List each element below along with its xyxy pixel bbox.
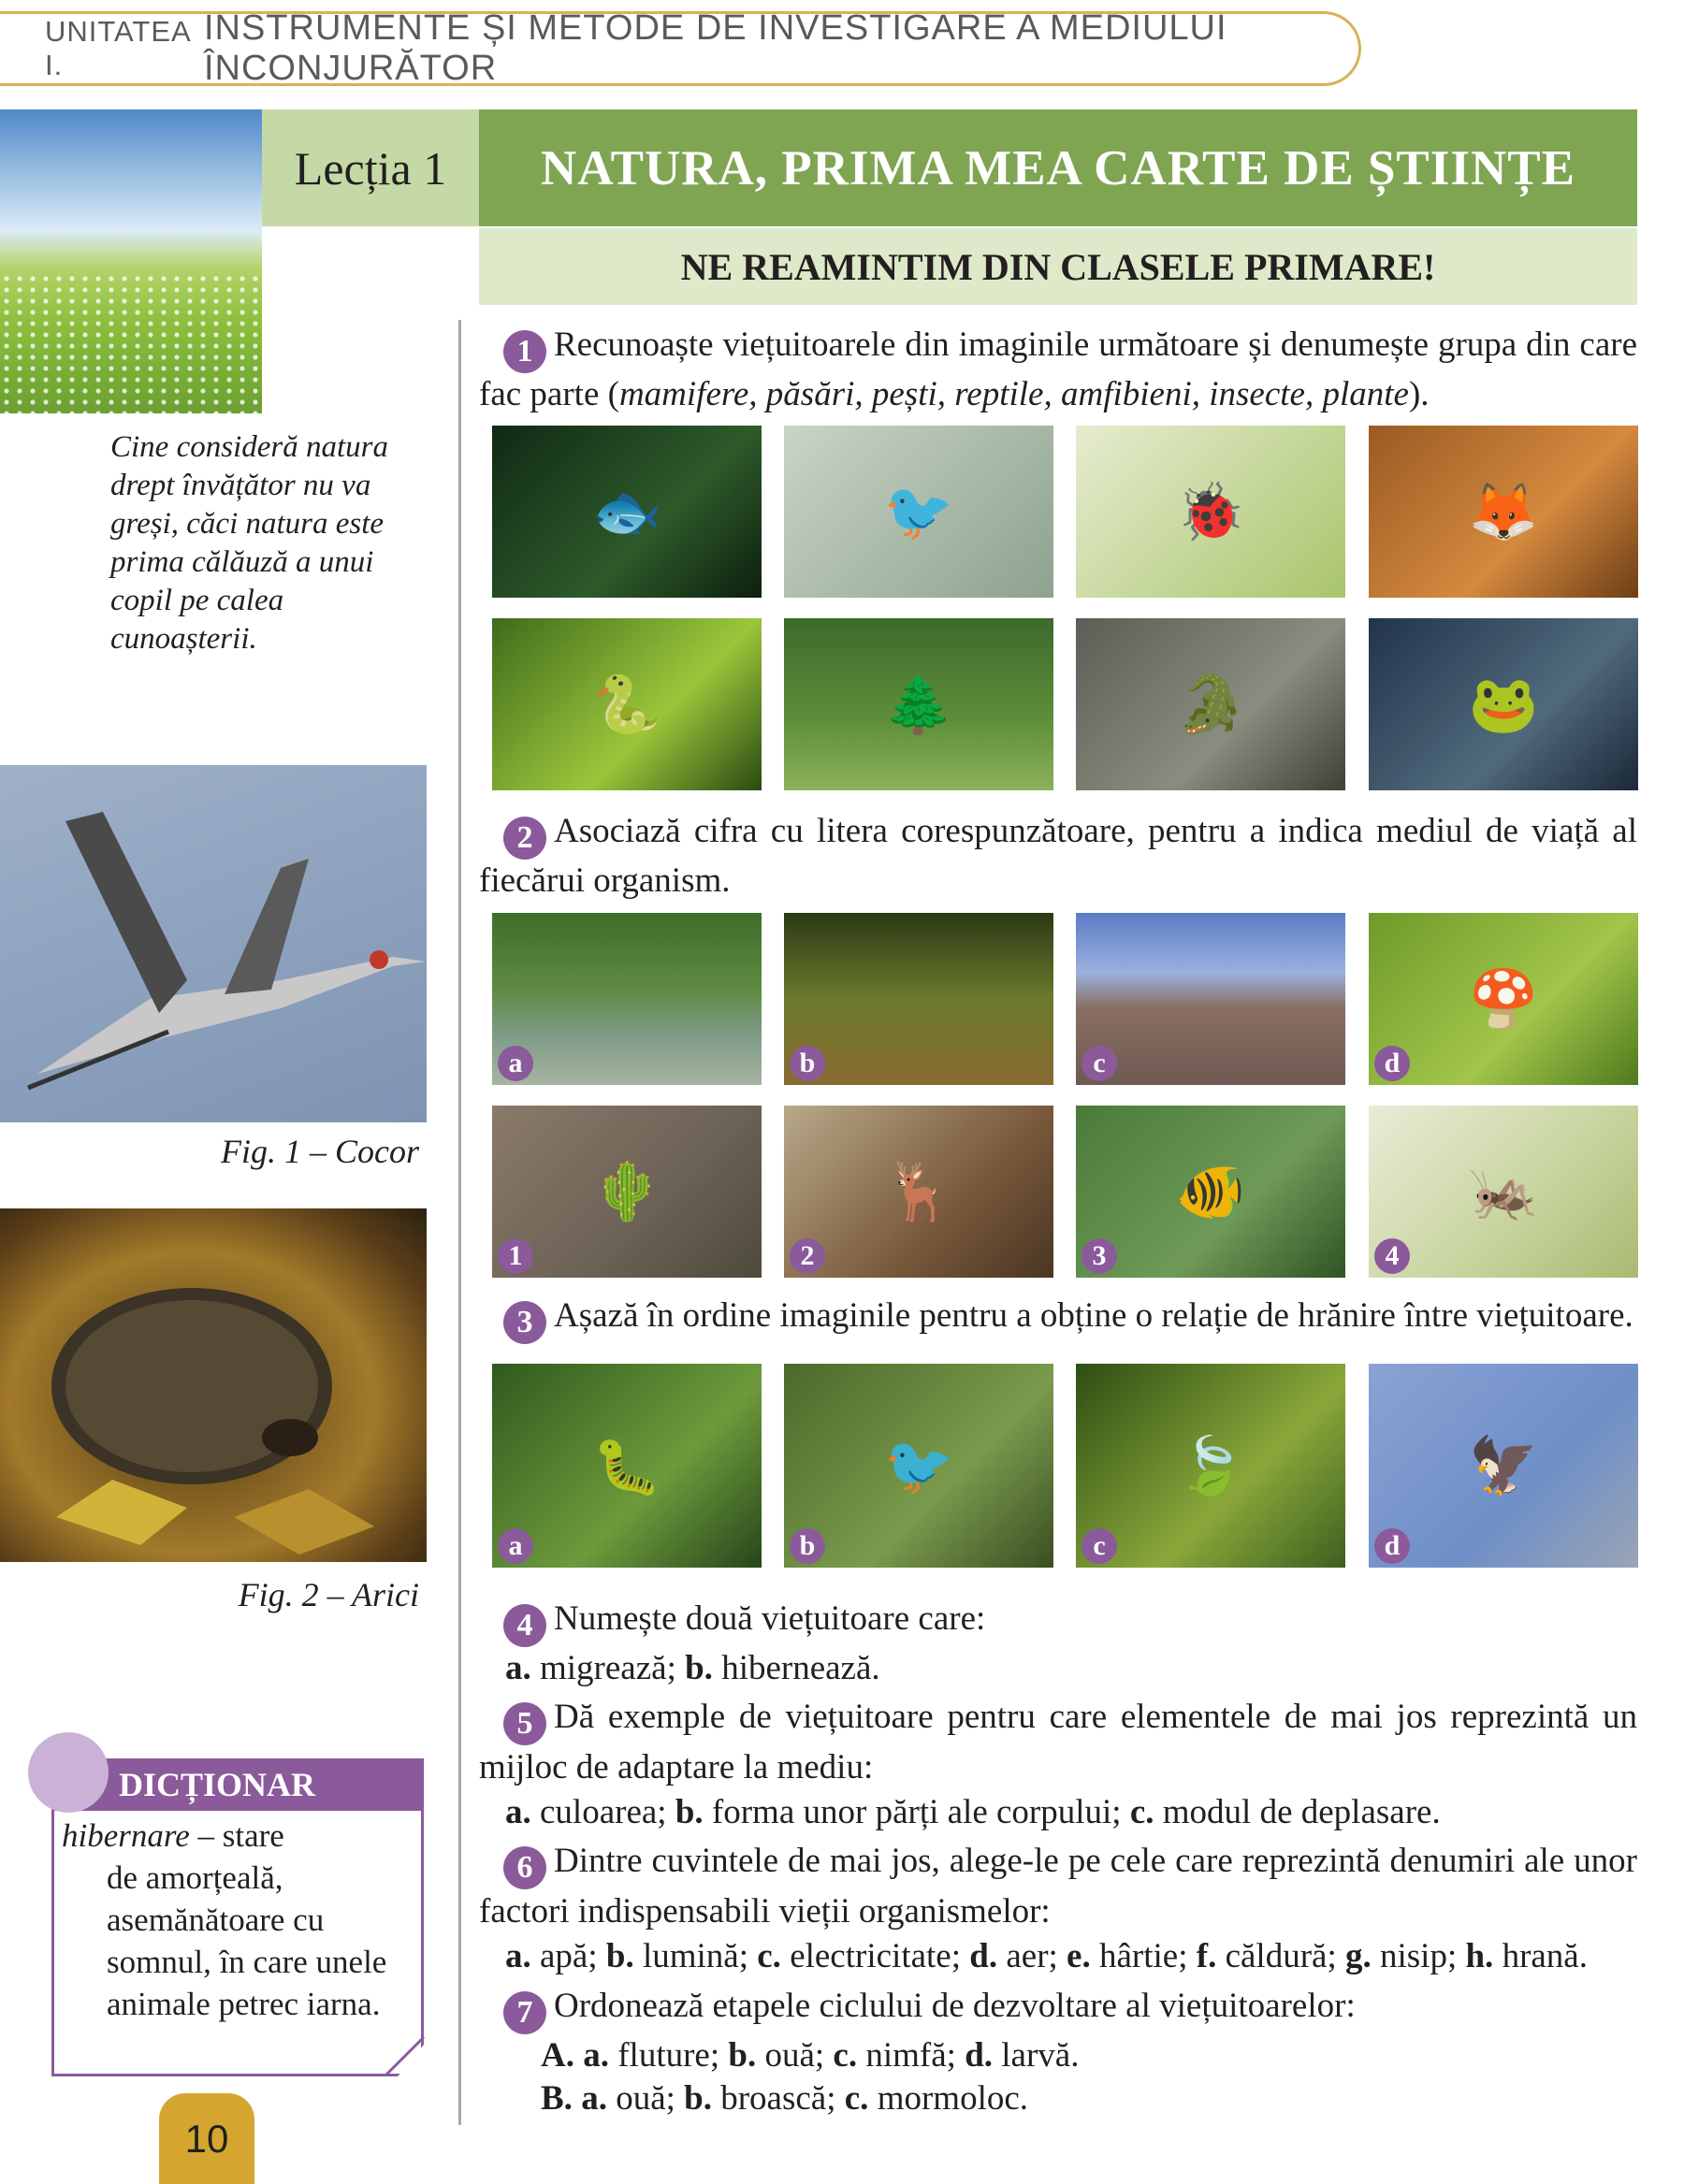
exercise-1-groups: mamifere, păsări, pești, reptile, amfibieni, insecte, plante [618,375,1409,413]
exercise-5-text: Dă exemple de viețuitoare pentru care elementele de mai jos reprezintă un mijloc de adaptare la mediu: [479,1698,1637,1786]
photo-label-c: c [1082,1046,1117,1081]
ex7-row-label: B. [541,2079,573,2118]
exercise-6-number: 6 [503,1846,546,1889]
ex6-label: d. [969,1937,998,1975]
dictionary-corner [384,2035,427,2078]
ex7-label: b. [728,2036,757,2075]
ex5-label-b: b. [675,1793,704,1831]
ex7-label: a. [583,2036,609,2075]
exercise-1-end: ). [1408,375,1430,413]
exercise-7-row-b [479,2077,1637,2120]
dictionary-circle [28,1732,109,1813]
fir-tree-photo: 🌲 [784,618,1053,790]
exercise-2-text: Asociază cifra cu litera corespunzătoare, pentru a indica mediul de viață al fiecărui organism. [479,812,1637,900]
exercise-7-text: Ordonează etapele ciclului de dezvoltare al viețuitoarelor: [554,1987,1356,2025]
hedgehog-illustration [0,1208,427,1562]
exercise-4 [479,1598,1637,1690]
ex6-item: hârtie; [1090,1937,1197,1975]
photo-label-3d: d [1374,1528,1410,1564]
ex7-item: nimfă; [857,2036,965,2075]
grasshopper-photo: 🦗 4 [1369,1106,1638,1278]
mountain-photo [1076,913,1345,1085]
exercise-7 [479,1985,1637,2120]
deer-photo: 🦌 2 [784,1106,1053,1278]
ex5-text-b: forma unor părți ale corpului; [703,1793,1130,1831]
underwater-fish-photo: 🐠 3 [1076,1106,1345,1278]
sidebar-quote: Cine consideră natura drept învățător nu va greși, căci natura este prima călăuză a unui copil pe calea cunoașterii. [110,430,388,656]
exercise-1 [479,324,1637,416]
ex6-item: electricitate; [780,1937,970,1975]
goldfish-photo: 🐟 [492,426,762,598]
exercise-3 [479,1294,1637,1344]
fig2-caption: Fig. 2 – Arici [238,1576,419,1613]
chaffinch-photo: 🐦 b [784,1364,1053,1568]
ex6-item: aer; [997,1937,1067,1975]
exercise-7-number: 7 [503,1991,546,2034]
forest-photo [784,913,1053,1085]
photo-label-3: 3 [1082,1238,1117,1274]
ex7-label: c. [833,2036,858,2075]
ex6-label: a. [505,1937,531,1975]
unit-prefix: UNITATEA I. [45,15,190,81]
crane-illustration [0,765,427,1122]
photo-label-b: b [790,1046,825,1081]
page-number: 10 [159,2093,254,2184]
exercise-6-items [479,1934,1637,1979]
exercise-5 [479,1695,1637,1835]
bluebird-photo: 🐦 [784,426,1053,598]
ex7-row-label: A. [541,2036,574,2075]
section-subheader: NE REAMINTIM DIN CLASELE PRIMARE! [479,228,1637,305]
dictionary-definition [62,1815,417,2025]
crocodile-photo: 🐊 [1076,618,1345,790]
photo-label-3b: b [790,1528,825,1564]
ex7-label: a. [581,2079,607,2118]
photo-label-3a: a [498,1528,533,1564]
ex7-label: b. [684,2079,712,2118]
lesson-label: Lecția 1 [262,109,479,226]
ex4-label-a: a. [505,1649,531,1687]
column-divider [458,320,461,2125]
exercise-6 [479,1839,1637,1979]
lake-photo [492,913,762,1085]
photo-label-1: 1 [498,1238,533,1274]
exercise-2-number: 2 [503,817,546,860]
green-snake-photo: 🐍 [492,618,762,790]
ex4-label-b: b. [685,1649,713,1687]
dictionary-title: DICȚIONAR [51,1758,424,1811]
lesson-title: NATURA, PRIMA MEA CARTE DE ȘTIINȚE [479,109,1637,226]
exercise-1-text: Recunoaște viețuitoarele din imaginile următoare și denumește grupa din care fac parte ( [479,325,1637,413]
ex6-item: nisip; [1371,1937,1466,1975]
exercise-1-number: 1 [503,330,546,373]
photo-label-2: 2 [790,1238,825,1274]
exercise-5-number: 5 [503,1702,546,1745]
exercise-4-text: Numește două viețuitoare care: [554,1599,986,1638]
caterpillar-photo: 🐛 a [492,1364,762,1568]
ex6-label: b. [605,1937,634,1975]
ex6-item: lumină; [633,1937,758,1975]
ex7-item: fluture; [608,2036,729,2075]
ex7-item: broască; [711,2079,845,2118]
photo-label-4: 4 [1374,1238,1410,1274]
falcon-photo: 🦅 d [1369,1364,1638,1568]
exercise-4-number: 4 [503,1604,546,1647]
ex6-label: h. [1465,1937,1494,1975]
ex5-label-c: c. [1129,1793,1154,1831]
ex6-label: g. [1344,1937,1372,1975]
ex5-label-a: a. [505,1793,531,1831]
photo-label-d: d [1374,1046,1410,1081]
photo-label-a: a [498,1046,533,1081]
exercise-3-number: 3 [503,1301,546,1344]
crane-photo [0,765,427,1122]
fig1-caption: Fig. 1 – Cocor [221,1133,419,1170]
ex6-item: hrană. [1493,1937,1588,1975]
ex4-text-a: migrează; [530,1649,686,1687]
ladybug-photo: 🐞 [1076,426,1345,598]
ex6-item: apă; [530,1937,606,1975]
dictionary-term: hibernare [62,1817,190,1854]
ex5-text-a: culoarea; [530,1793,675,1831]
fox-photo: 🦊 [1369,426,1638,598]
cactus-photo: 🌵 1 [492,1106,762,1278]
ex6-label: e. [1067,1937,1091,1975]
meadow-sky-photo [0,109,262,413]
exercise-6-text: Dintre cuvintele de mai jos, alege-le pe cele care reprezintă denumiri ale unor factori indispensabili vieții organismelor: [479,1842,1637,1931]
hedgehog-photo [0,1208,427,1562]
dictionary-def-rest: de amorțeală, asemănătoare cu somnul, în care unele animale petrec iarna. [107,1859,387,2022]
ex7-item: ouă; [756,2036,834,2075]
dictionary-def-first: – stare [189,1817,284,1854]
exercise-3-text: Așază în ordine imaginile pentru a obține o relație de hrănire între viețuitoare. [554,1296,1633,1335]
unit-title: INSTRUMENTE ȘI METODE DE INVESTIGARE A MEDIULUI ÎNCONJURĂTOR [203,8,1227,88]
ex6-label: f. [1196,1937,1217,1975]
ex7-item: larvă. [993,2036,1080,2075]
mushrooms-photo: 🍄 d [1369,913,1638,1085]
unit-header [0,8,1361,88]
ex4-text-b: hibernează. [712,1649,880,1687]
frog-photo: 🐸 [1369,618,1638,790]
oak-leaves-photo: 🍃 c [1076,1364,1345,1568]
ex6-item: căldură; [1216,1937,1345,1975]
ex7-label: d. [965,2036,994,2075]
ex7-item: mormoloc. [868,2079,1029,2118]
ex7-item: ouă; [606,2079,685,2118]
ex5-text-c: modul de deplasare. [1154,1793,1441,1831]
exercise-7-row-a [479,2034,1637,2077]
ex6-label: c. [757,1937,781,1975]
ex7-label: c. [844,2079,869,2118]
exercise-2 [479,810,1637,903]
photo-label-3c: c [1082,1528,1117,1564]
